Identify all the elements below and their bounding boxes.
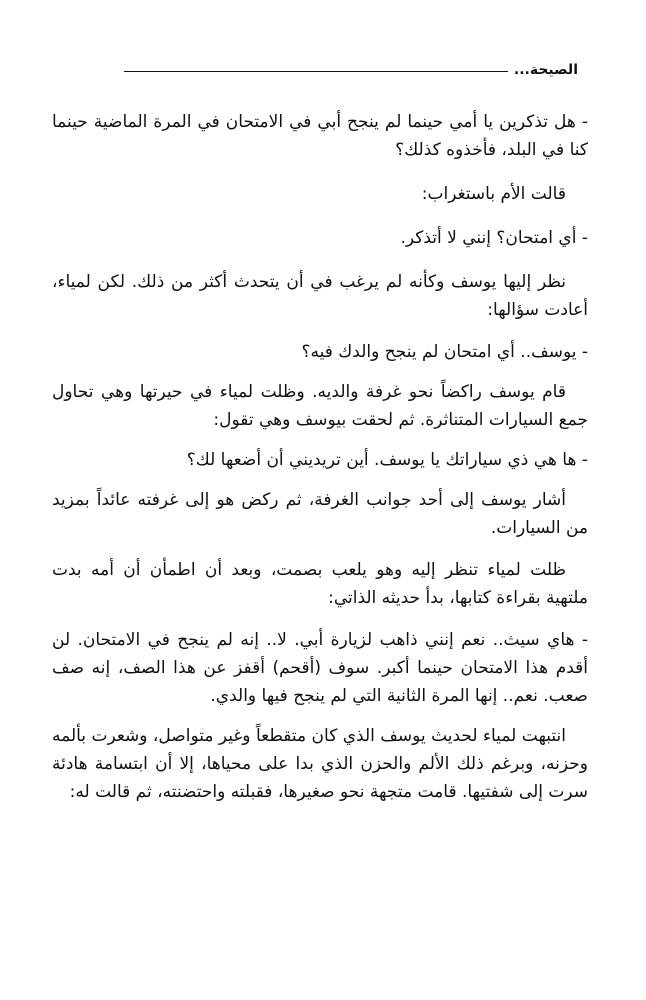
narration-paragraph: ظلت لمياء تنظر إليه وهو يلعب بصمت، وبعد أن اطمأن أن أمه بدت ملتهية بقراءة كتابها، بدأ حديثه الذاتي: xyxy=(52,560,588,608)
narration-paragraph: انتبهت لمياء لحديث يوسف الذي كان متقطعاً وغير متواصل، وشعرت بألمه وحزنه، وبرغم ذلك الألم والحزن الذي بدا على محياها، إلا أن ابتسامة هادئة سرت إلى شفتيها. قامت متجهة نحو صغيرها، فقبلته واحتضنته، ثم قالت له: xyxy=(52,726,588,802)
header-rule xyxy=(124,71,508,72)
running-header xyxy=(124,52,578,88)
dialogue-paragraph: - هاي سيث.. نعم إنني ذاهب لزيارة أبي. لا.. إنه لم ينجح في الامتحان. لن أقدم هذا الامتحان حينما أكبر. سوف (أقحم) أقفز عن هذا الصف، إنه صف صعب. نعم.. إنها المرة الثانية التي لم ينجح فيها والدي. xyxy=(52,630,588,706)
page-body xyxy=(52,108,588,806)
dialogue-paragraph: - أي امتحان؟ إنني لا أتذكر. xyxy=(400,228,588,248)
dialogue-paragraph: - هل تذكرين يا أمي حينما لم ينجح أبي في الامتحان في المرة الماضية حينما كنا في البلد، فأخذوه كذلك؟ xyxy=(52,112,588,160)
dialogue-paragraph: - ها هي ذي سياراتك يا يوسف. أين تريديني أن أضعها لك؟ xyxy=(186,450,588,470)
narration-paragraph: نظر إليها يوسف وكأنه لم يرغب في أن يتحدث أكثر من ذلك. لكن لمياء، أعادت سؤالها: xyxy=(52,272,588,320)
narration-paragraph: قام يوسف راكضاً نحو غرفة والديه. وظلت لمياء في حيرتها وهي تحاول جمع السيارات المتناثرة. ثم لحقت بيوسف وهي تقول: xyxy=(52,382,588,430)
narration-paragraph: قالت الأم باستغراب: xyxy=(421,184,566,204)
narration-paragraph: أشار يوسف إلى أحد جوانب الغرفة، ثم ركض هو إلى غرفته عائداً بمزيد من السيارات. xyxy=(52,490,588,538)
dialogue-paragraph: - يوسف.. أي امتحان لم ينجح والدك فيه؟ xyxy=(301,342,588,362)
running-header-title: الصيحة... xyxy=(513,62,578,78)
